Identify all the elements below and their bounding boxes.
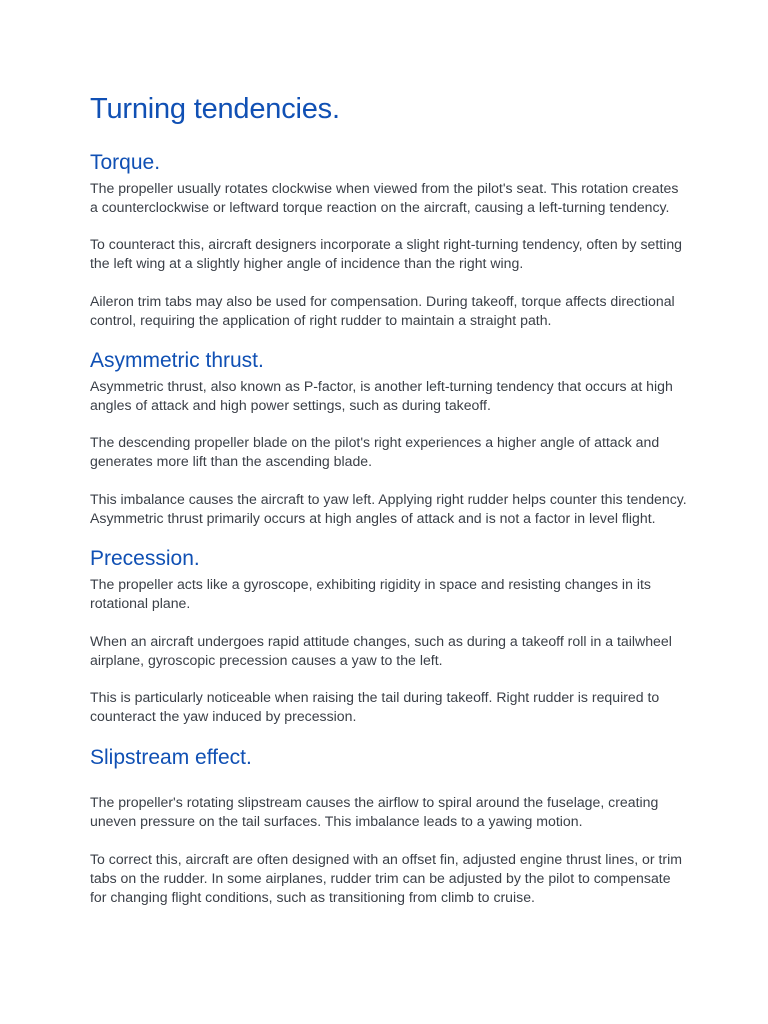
paragraph: Aileron trim tabs may also be used for compensation. During takeoff, torque affects directional control, requiring the application of right rudder to maintain a straight path. [90, 293, 675, 328]
paragraph: This imbalance causes the aircraft to yaw left. Applying right rudder helps counter this tendency. Asymmetric thrust primarily occurs at high angles of attack and is not a factor in level flight. [90, 491, 687, 526]
paragraph: To correct this, aircraft are often designed with an offset fin, adjusted engine thrust lines, or trim tabs on the rudder. In some airplanes, rudder trim can be adjusted by the pilot to compensate for changing flight conditions, such as transitioning from climb to cruise. [90, 851, 682, 905]
paragraph: The propeller usually rotates clockwise when viewed from the pilot's seat. This rotation creates a counterclockwise or leftward torque reaction on the aircraft, causing a left-turning tendency. [90, 180, 679, 215]
page-title: Turning tendencies. [90, 93, 340, 125]
section-heading-asymmetric-thrust: Asymmetric thrust. [90, 349, 264, 372]
paragraph: When an aircraft undergoes rapid attitude changes, such as during a takeoff roll in a tailwheel airplane, gyroscopic precession causes a yaw to the left. [90, 633, 672, 668]
section-heading-precession: Precession. [90, 547, 200, 570]
paragraph: The propeller acts like a gyroscope, exhibiting rigidity in space and resisting changes in its rotational plane. [90, 576, 651, 611]
section-heading-torque: Torque. [90, 151, 161, 174]
paragraph: The propeller's rotating slipstream causes the airflow to spiral around the fuselage, creating uneven pressure on the tail surfaces. This imbalance leads to a yawing motion. [90, 794, 659, 829]
paragraph: The descending propeller blade on the pilot's right experiences a higher angle of attack and generates more lift than the ascending blade. [90, 434, 660, 469]
section-heading-slipstream-effect: Slipstream effect. [90, 746, 252, 769]
paragraph: To counteract this, aircraft designers incorporate a slight right-turning tendency, often by setting the left wing at a slightly higher angle of incidence than the right wing. [90, 236, 682, 271]
paragraph: This is particularly noticeable when raising the tail during takeoff. Right rudder is required to counteract the yaw induced by precession. [90, 689, 660, 724]
paragraph: Asymmetric thrust, also known as P-factor, is another left-turning tendency that occurs at high angles of attack and high power settings, such as during takeoff. [90, 378, 673, 413]
